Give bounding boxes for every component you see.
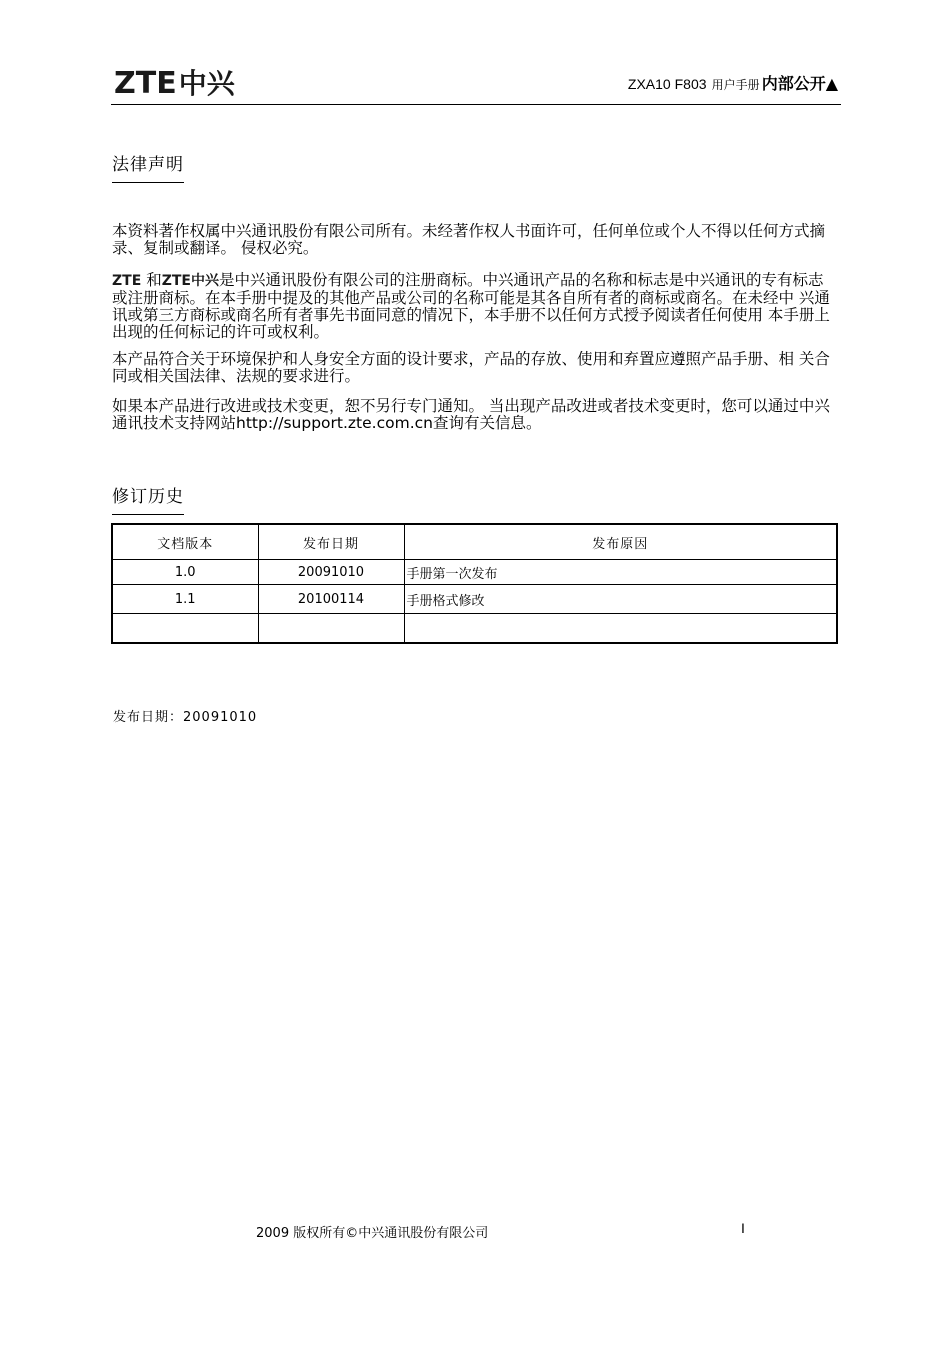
header-classification: 内部公开▲ — [761, 74, 838, 93]
zte-logo — [114, 66, 235, 102]
col-header-reason: 发布原因 — [404, 524, 837, 560]
revision-table — [111, 523, 838, 644]
legal-paragraph-copyright: 本资料著作权属中兴通讯股份有限公司所有。未经著作权人书面许可，任何单位或个人不得以任何方式摘录、复制或翻译。 侵权必究。 — [112, 222, 826, 257]
legal-paragraph-environment: 本产品符合关于环境保护和人身安全方面的设计要求，产品的存放、使用和弃置应遵照产品手册、相 关合同或相关国法律、法规的要求进行。 — [112, 350, 830, 385]
table-row — [112, 614, 837, 644]
page-number: I — [741, 1220, 745, 1236]
legal-section-title: 法律声明 — [112, 154, 184, 183]
zte-mini-logo: ZTE — [112, 273, 142, 289]
col-header-version: 文档版本 — [112, 524, 258, 560]
table-row — [112, 585, 837, 614]
release-date: 发布日期：20091010 — [113, 710, 258, 725]
cell-reason — [404, 614, 837, 644]
header-product: ZXA10 F803 — [627, 76, 707, 92]
logo-cjk: 中兴 — [178, 67, 235, 100]
zte-zhongxing-mini-logo: ZTE中兴 — [161, 273, 219, 289]
cell-reason: 手册格式修改 — [404, 585, 837, 614]
header-manual: 用户手册 — [711, 78, 760, 92]
cell-version — [112, 614, 258, 644]
cell-date: 20091010 — [258, 560, 404, 585]
cell-reason: 手册第一次发布 — [404, 560, 837, 585]
header-divider — [111, 104, 841, 105]
footer-copyright: 2009 版权所有©中兴通讯股份有限公司 — [256, 1226, 489, 1241]
cell-version: 1.1 — [112, 585, 258, 614]
col-header-date: 发布日期 — [258, 524, 404, 560]
revision-header-row — [112, 524, 837, 560]
cell-version: 1.0 — [112, 560, 258, 585]
legal-paragraph-changes: 如果本产品进行改进或技术变更，恕不另行专门通知。 当出现产品改进或者技术变更时，您可以通过中兴通讯技术支持网站http://support.zte.com.cn查询有关信息。 — [112, 397, 830, 432]
revision-section-title: 修订历史 — [112, 486, 184, 515]
header-doc-info — [628, 74, 838, 96]
cell-date — [258, 614, 404, 644]
legal-paragraph-trademark — [112, 272, 838, 341]
trademark-and: 和 — [141, 271, 162, 289]
trademark-text: 是中兴通讯股份有限公司的注册商标。中兴通讯产品的名称和标志是中兴通讯的专有标志 或注册商标。在本手册中提及的其他产品或公司的名称可能是其各自所有者的商标或商名。在未经中 兴通讯或第三方商标或商名所有者事先书面同意的情况下，本手册不以任何方式授予阅读者任何使用 本手册上出现的任何标记的许可或权利。 — [112, 271, 830, 341]
cell-date: 20100114 — [258, 585, 404, 614]
table-row — [112, 560, 837, 585]
logo-latin: ZTE — [114, 66, 177, 101]
